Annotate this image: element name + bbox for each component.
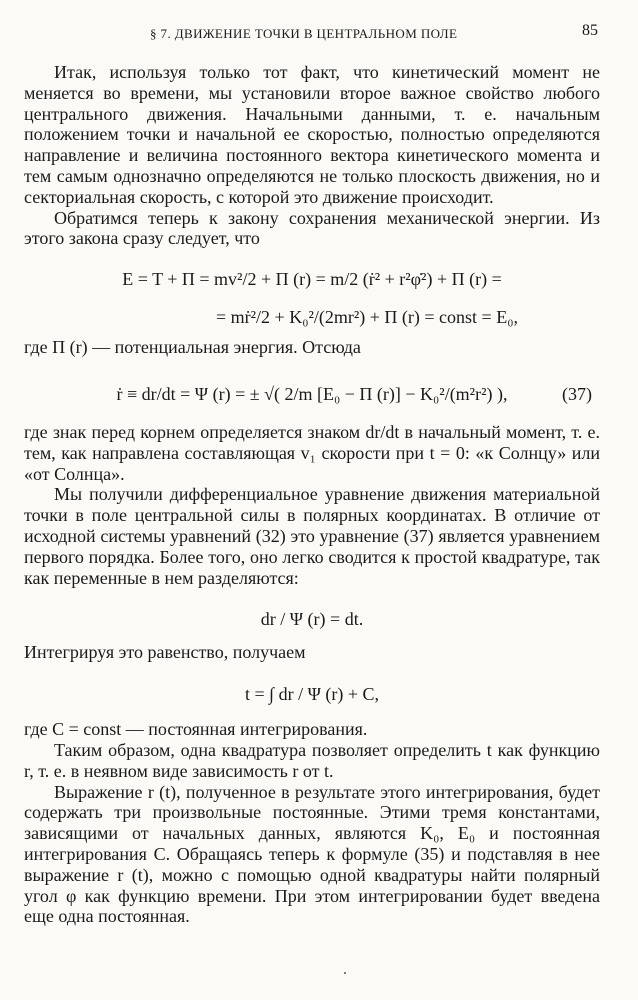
paragraph-5: Мы получили дифференциальное уравнение движения материальной точки в поле центральной силы в полярных координатах. В отличие от исходной системы уравнений (32) это уравнение (37) является уравнением первого порядка. Более того, оно легко сводится к простой квадратуре, так как переменные в нем разделяются: xyxy=(24,484,600,588)
paragraph-2: Обратимся теперь к закону сохранения механической энергии. Из этого закона сразу следует, что xyxy=(24,207,600,249)
paragraph-7: где C = const — постоянная интегрирования. xyxy=(24,719,368,740)
footer-dot xyxy=(344,972,346,974)
equation-37-body: ṙ ≡ dr/dt = Ψ (r) = ± √( 2/m [E₀ − Π (r)] − K₀²/(m²r²) ), xyxy=(116,383,508,404)
page-header xyxy=(0,22,638,44)
body-text xyxy=(24,62,600,927)
paragraph-4: где знак перед корнем определяется знаком dr/dt в начальный момент, т. е. тем, как направлена составляющая v₁ скорости при t = 0: «к Солнцу» или «от Солнца». xyxy=(24,421,600,484)
page-number: 85 xyxy=(582,22,598,39)
paragraph-9: Выражение r (t), полученное в результате этого интегрирования, будет содержать три произвольные постоянные. Этими тремя константами, зависящими от начальных данных, являются K₀, E₀ и постоянная интегрирования C. Обращаясь теперь к формуле (35) и подставляя в нее выражение r (t), можно с помощью одной квадратуры найти полярный угол φ как функцию времени. При этом интегрировании будет введена еще одна постоянная. xyxy=(24,781,600,927)
running-title: § 7. ДВИЖЕНИЕ ТОЧКИ В ЦЕНТРАЛЬНОМ ПОЛЕ xyxy=(150,26,458,41)
energy-formula-line-2: = mṙ²/2 + K₀²/(2mr²) + Π (r) = const = E₀, xyxy=(216,307,518,328)
energy-formula-line-1: E = T + Π = mv²/2 + Π (r) = m/2 (ṙ² + r²φ̇²) + Π (r) = xyxy=(122,269,502,290)
paragraph-8: Таким образом, одна квадратура позволяет определить t как функцию r, т. е. в неявном виде зависимость r от t. xyxy=(24,739,600,781)
separated-equation: dr / Ψ (r) = dt. xyxy=(260,609,364,630)
equation-37-number: (37) xyxy=(562,383,592,404)
paragraph-6: Интегрируя это равенство, получаем xyxy=(24,642,306,663)
paragraph-3: где Π (r) — потенциальная энергия. Отсюда xyxy=(24,337,361,358)
integral-equation: t = ∫ dr / Ψ (r) + C, xyxy=(245,684,379,705)
paragraph-1: Итак, используя только тот факт, что кинетический момент не меняется во времени, мы установили второе важное свойство любого центрального движения. Начальными данными, т. е. начальным положением точки и начальной ее скоростью, полностью определяются направление и величина постоянного вектора кинетического момента и тем самым однозначно определяются не только плоскость движения, но и секториальная скорость, с которой это движение происходит. xyxy=(24,62,600,207)
equation-37 xyxy=(24,366,600,422)
